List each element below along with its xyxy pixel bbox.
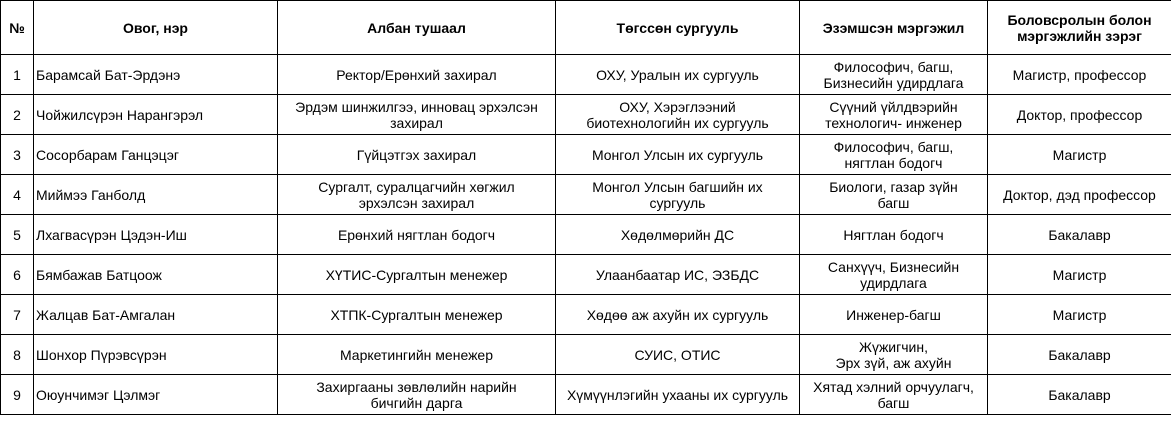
table-row (1, 295, 1171, 335)
cell-position: Ректор/Ерөнхий захирал (278, 55, 556, 95)
cell-position: Ерөнхий нягтлан бодогч (278, 215, 556, 255)
cell-school: Улаанбаатар ИС, ЭЗБДС (556, 255, 800, 295)
table-row (1, 335, 1171, 375)
cell-name: Бямбажав Батцоож (34, 255, 278, 295)
cell-degree: Доктор, профессор (988, 95, 1171, 135)
cell-num: 8 (1, 335, 34, 375)
header-name: Овог, нэр (34, 1, 278, 55)
cell-specialty: Философич, багш, нягтлан бодогч (800, 135, 988, 175)
table-header (1, 1, 1171, 55)
table-row (1, 375, 1171, 415)
cell-position: Захиргааны зөвлөлийн нарийн бичгийн дарга (278, 375, 556, 415)
cell-school: Хөдөлмөрийн ДС (556, 215, 800, 255)
cell-specialty: Жүжигчин, Эрх зүй, аж ахуйн (800, 335, 988, 375)
table-body (1, 55, 1171, 415)
table-row (1, 175, 1171, 215)
cell-position: ХҮТИС-Сургалтын менежер (278, 255, 556, 295)
cell-specialty: Хятад хэлний орчуулагч, багш (800, 375, 988, 415)
cell-name: Шонхор Пүрэвсүрэн (34, 335, 278, 375)
table-row (1, 95, 1171, 135)
header-specialty: Эзэмшсэн мэргэжил (800, 1, 988, 55)
cell-degree: Магистр (988, 135, 1171, 175)
cell-degree: Магистр, профессор (988, 55, 1171, 95)
cell-num: 5 (1, 215, 34, 255)
cell-position: Эрдэм шинжилгээ, инновац эрхэлсэн захирал (278, 95, 556, 135)
cell-specialty: Сүүний үйлдвэрийн технологич- инженер (800, 95, 988, 135)
cell-num: 6 (1, 255, 34, 295)
cell-position: Сургалт, суралцагчийн хөгжил эрхэлсэн захирал (278, 175, 556, 215)
cell-school: Монгол Улсын багшийн их сургууль (556, 175, 800, 215)
cell-degree: Бакалавр (988, 215, 1171, 255)
cell-num: 4 (1, 175, 34, 215)
cell-specialty: Нягтлан бодогч (800, 215, 988, 255)
table-row (1, 255, 1171, 295)
header-position: Албан тушаал (278, 1, 556, 55)
cell-name: Сосорбарам Ганцэцэг (34, 135, 278, 175)
cell-num: 2 (1, 95, 34, 135)
cell-school: СУИС, ОТИС (556, 335, 800, 375)
cell-position: Маркетингийн менежер (278, 335, 556, 375)
cell-degree: Бакалавр (988, 375, 1171, 415)
cell-num: 7 (1, 295, 34, 335)
cell-school: Хүмүүнлэгийн ухааны их сургууль (556, 375, 800, 415)
cell-position: Гүйцэтгэх захирал (278, 135, 556, 175)
cell-name: Чойжилсүрэн Нарангэрэл (34, 95, 278, 135)
header-row (1, 1, 1171, 55)
cell-school: ОХУ, Хэрэглээний биотехнологийн их сургууль (556, 95, 800, 135)
cell-name: Барамсай Бат-Эрдэнэ (34, 55, 278, 95)
cell-school: Монгол Улсын их сургууль (556, 135, 800, 175)
cell-school: Хөдөө аж ахуйн их сургууль (556, 295, 800, 335)
header-school: Төгссөн сургууль (556, 1, 800, 55)
cell-specialty: Инженер-багш (800, 295, 988, 335)
cell-degree: Магистр (988, 255, 1171, 295)
header-num: № (1, 1, 34, 55)
cell-degree: Бакалавр (988, 335, 1171, 375)
table-row (1, 215, 1171, 255)
cell-position: ХТПК-Сургалтын менежер (278, 295, 556, 335)
cell-name: Оюунчимэг Цэлмэг (34, 375, 278, 415)
cell-degree: Доктор, дэд профессор (988, 175, 1171, 215)
table-row (1, 135, 1171, 175)
header-degree: Боловсролын болон мэргэжлийн зэрэг (988, 1, 1171, 55)
cell-school: ОХУ, Уралын их сургууль (556, 55, 800, 95)
cell-specialty: Санхүүч, Бизнесийн удирдлага (800, 255, 988, 295)
cell-specialty: Биологи, газар зүйн багш (800, 175, 988, 215)
cell-name: Миймээ Ганболд (34, 175, 278, 215)
cell-specialty: Философич, багш, Бизнесийн удирдлага (800, 55, 988, 95)
cell-name: Жалцав Бат-Амгалан (34, 295, 278, 335)
cell-num: 1 (1, 55, 34, 95)
cell-name: Лхагвасүрэн Цэдэн-Иш (34, 215, 278, 255)
cell-degree: Магистр (988, 295, 1171, 335)
table-row (1, 55, 1171, 95)
cell-num: 9 (1, 375, 34, 415)
cell-num: 3 (1, 135, 34, 175)
